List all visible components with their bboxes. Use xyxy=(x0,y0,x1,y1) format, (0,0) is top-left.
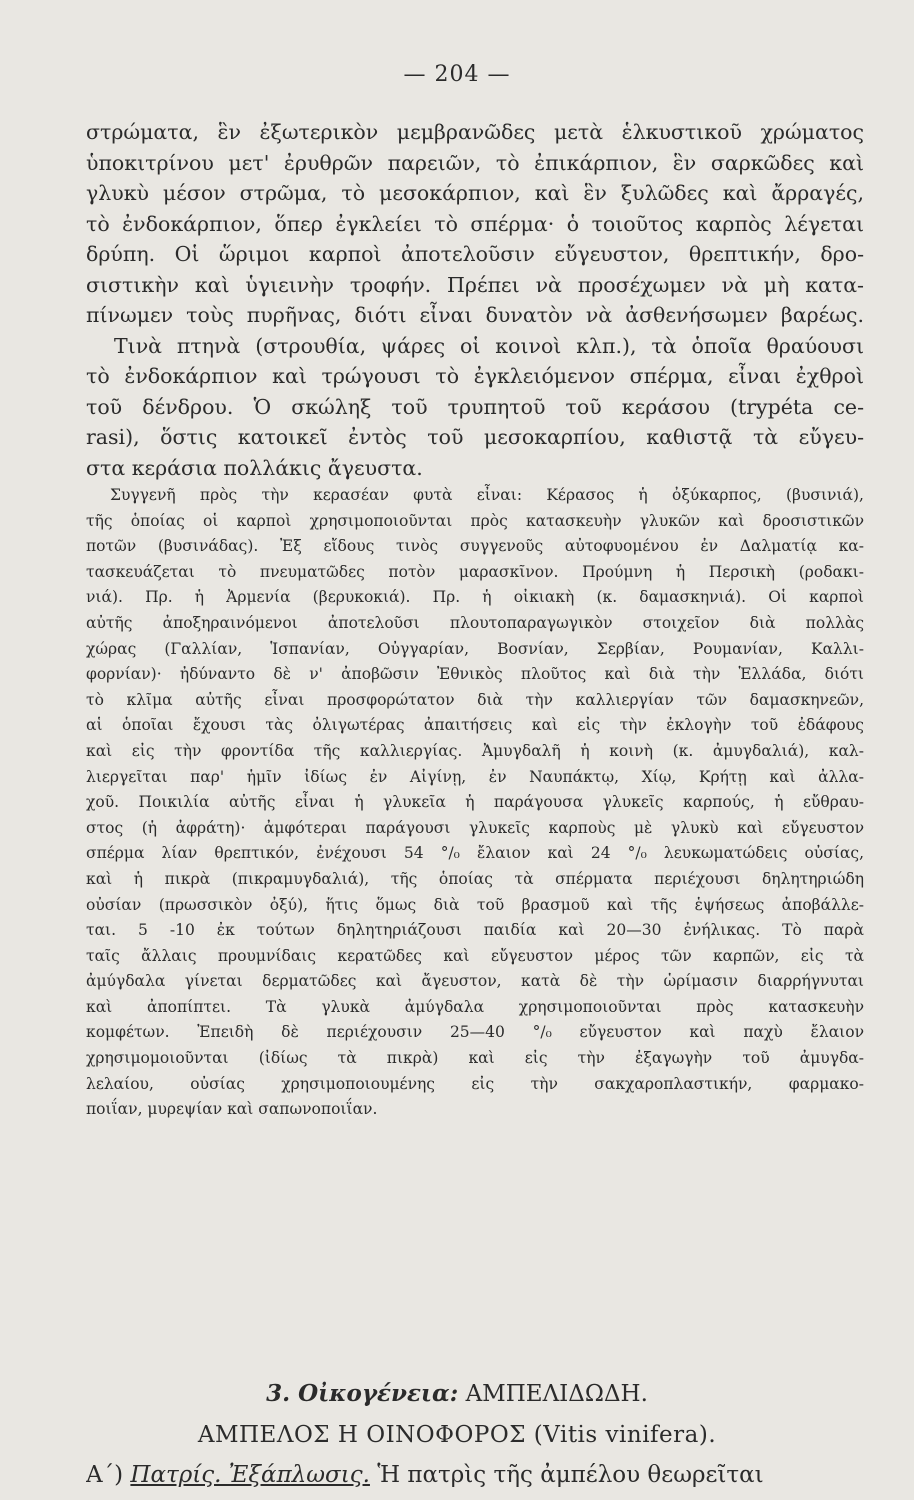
text-line: σιστικὴν καὶ ὑγιεινὴν τροφήν. Πρέπει νὰ προσέχωμεν νὰ μὴ κατα- xyxy=(86,272,864,297)
family-number: 3. Οἰκογένεια: xyxy=(266,1380,459,1407)
text-line: rasi), ὅστις κατοικεῖ ἐντὸς τοῦ μεσοκαρπίου, καθιστᾷ τὰ εὔγευ- xyxy=(86,425,864,449)
small-text-line: οὐσίαν (πρωσσικὸν ὀξύ), ἥτις ὅμως διὰ τοῦ βρασμοῦ καὶ τῆς ἑψήσεως ἀποβάλλε- xyxy=(86,895,864,914)
small-text-line: αὐτῆς ἀποξηραινόμενοι ἀποτελοῦσι πλουτοπαραγωγικὸν στοιχεῖον διὰ πολλὰς xyxy=(86,613,864,632)
small-text-line: φορνίαν)· ἠδύναντο δὲ ν' ἀποβῶσιν Ἐθνικὸς πλοῦτος καὶ διὰ τὴν Ἑλλάδα, διότι xyxy=(86,665,864,684)
family-heading xyxy=(0,1380,914,1407)
small-text-line: ποιΐαν, μυρεψίαν καὶ σαπωνοποιΐαν. xyxy=(86,1100,378,1119)
small-text-line: καὶ ἀποπίπτει. Τὰ γλυκὰ ἀμύγδαλα χρησιμοποιοῦνται πρὸς κατασκευὴν xyxy=(86,997,864,1016)
small-text-line: τασκευάζεται τὸ πνευματῶδες ποτὸν μαρασκῖνον. Προύμνη ἡ Περσικὴ (ροδακι- xyxy=(86,562,864,581)
small-text-line: αἱ ὁποῖαι ἔχουσι τὰς ὀλιγωτέρας ἀπαιτήσεις καὶ εἰς τὴν ἐκλογὴν τοῦ ἐδάφους xyxy=(86,716,864,735)
section-marker: Α΄) xyxy=(86,1462,124,1488)
small-text-line: τῆς ὁποίας οἱ καρποὶ χρησιμοποιοῦνται πρὸς κατασκευὴν γλυκῶν καὶ δροσιστικῶν xyxy=(86,511,864,530)
section-text: Ἡ πατρὶς τῆς ἀμπέλου θεωρεῖται xyxy=(377,1462,764,1488)
page-body xyxy=(86,117,864,1123)
text-line: γλυκὺ μέσον στρῶμα, τὸ μεσοκάρπιον, καὶ ἓν ξυλῶδες καὶ ἄρραγές, xyxy=(86,181,864,205)
small-text-line: λιεργεῖται παρ' ἡμῖν ἰδίως ἐν Αἰγίνῃ, ἐν Ναυπάκτῳ, Χίῳ, Κρήτῃ καὶ ἀλλα- xyxy=(86,767,864,786)
small-text-line: χρησιμομοιοῦνται (ἰδίως τὰ πικρὰ) καὶ εἰς τὴν ἐξαγωγὴν τοῦ ἀμυγδα- xyxy=(86,1049,864,1068)
text-line: στα κεράσια πολλάκις ἄγευστα. xyxy=(86,455,423,480)
small-text-line: ποτῶν (βυσινάδας). Ἐξ εἴδους τινὸς συγγενοῦς αὐτοφυομένου ἐν Δαλματίᾳ κα- xyxy=(86,537,864,556)
small-text-line: λελαίου, οὐσίας χρησιμοποιουμένης εἰς τὴν σακχαροπλαστικήν, φαρμακο- xyxy=(86,1074,864,1093)
small-text-line: καὶ εἰς τὴν φροντίδα τῆς καλλιεργίας. Ἀμυγδαλῆ ἡ κοινὴ (κ. ἀμυγδαλιά), καλ- xyxy=(86,741,864,760)
small-text-line: καὶ ἡ πικρὰ (πικραμυγδαλιά), τῆς ὁποίας τὰ σπέρματα περιέχουσι δηλητηριώδη xyxy=(86,869,864,888)
text-line: Τινὰ πτηνὰ (στρουθία, ψάρες οἱ κοινοὶ κλπ.), τὰ ὁποῖα θραύουσι xyxy=(114,333,864,358)
small-text-line: σπέρμα λίαν θρεπτικόν, ἐνέχουσι 54 °/₀ ἔλαιον καὶ 24 °/₀ λευκωματώδεις οὐσίας, xyxy=(86,844,864,863)
section-title: Πατρίς. Ἐξάπλωσις. xyxy=(130,1462,370,1488)
species-heading: ΑΜΠΕΛΟΣ Η ΟΙΝΟΦΟΡΟΣ (Vitis vinifera). xyxy=(197,1422,717,1448)
text-line: στρώματα, ἓν ἐξωτερικὸν μεμβρανῶδες μετὰ ἑλκυστικοῦ χρώματος xyxy=(86,120,864,144)
small-text-line: στος (ἡ ἀφράτη)· ἀμφότεραι παράγουσι γλυκεῖς καρποὺς μὲ γλυκὺ καὶ εὔγευστον xyxy=(86,818,864,837)
text-line: ὑποκιτρίνου μετ' ἐρυθρῶν παρειῶν, τὸ ἐπικάρπιον, ἓν σαρκῶδες καὶ xyxy=(86,150,864,175)
small-text-line: ἀμύγδαλα γίνεται δερματῶδες καὶ ἄγευστον, κατὰ δὲ τὴν ὡρίμασιν διαρρήγνυται xyxy=(86,972,864,991)
text-line: τὸ ἐνδοκάρπιον καὶ τρώγουσι τὸ ἐγκλειόμενον σπέρμα, εἶναι ἐχθροὶ xyxy=(86,364,864,388)
text-line: τὸ ἐνδοκάρπιον, ὅπερ ἐγκλείει τὸ σπέρμα· ὁ τοιοῦτος καρπὸς λέγεται xyxy=(86,211,864,236)
small-text-line: κομφέτων. Ἐπειδὴ δὲ περιέχουσιν 25—40 °/₀ εὔγευστον καὶ παχὺ ἔλαιον xyxy=(86,1023,864,1042)
section-line xyxy=(86,1462,864,1488)
small-text-line: χοῦ. Ποικιλία αὐτῆς εἶναι ἡ γλυκεῖα ἡ παράγουσα γλυκεῖς καρπούς, ἡ εὔθραυ- xyxy=(86,793,864,812)
small-text-line: τὸ κλῖμα αὐτῆς εἶναι προσφορώτατον διὰ τὴν καλλιεργίαν τῶν δαμασκηνεῶν, xyxy=(86,690,864,709)
small-text-line: Συγγενῆ πρὸς τὴν κερασέαν φυτὰ εἶναι: Κέρασος ἡ ὀξύκαρπος, (βυσινιά), xyxy=(110,486,864,504)
text-line: τοῦ δένδρου. Ὁ σκώληξ τοῦ τρυπητοῦ τοῦ κεράσου (trypéta ce- xyxy=(86,394,864,419)
small-text-line: ταῖς ἄλλαις προυμνίδαις κερατῶδες καὶ εὔγευστον μέρος τῶν καρπῶν, εἰς τὰ xyxy=(86,946,864,965)
small-text-line: χώρας (Γαλλίαν, Ἱσπανίαν, Οὐγγαρίαν, Βοσνίαν, Σερβίαν, Ρουμανίαν, Καλλι- xyxy=(86,639,864,658)
small-text-line: ται. 5 -10 ἐκ τούτων δηλητηριάζουσι παιδία καὶ 20—30 ἐνήλικας. Τὸ παρὰ xyxy=(86,921,864,940)
page-number: — 204 — xyxy=(403,62,511,87)
text-line: πίνωμεν τοὺς πυρῆνας, διότι εἶναι δυνατὸν νὰ ἀσθενήσωμεν βαρέως. xyxy=(86,303,864,327)
text-line: δρύπη. Οἱ ὥριμοι καρποὶ ἀποτελοῦσιν εὔγευστον, θρεπτικήν, δρο- xyxy=(86,242,864,266)
small-text-line: νιά). Πρ. ἡ Ἀρμενία (βερυκοκιά). Πρ. ἡ οἰκιακὴ (κ. δαμασκηνιά). Οἱ καρποὶ xyxy=(86,588,864,607)
family-name: ΑΜΠΕΛΙΔΩΔΗ. xyxy=(465,1381,648,1407)
